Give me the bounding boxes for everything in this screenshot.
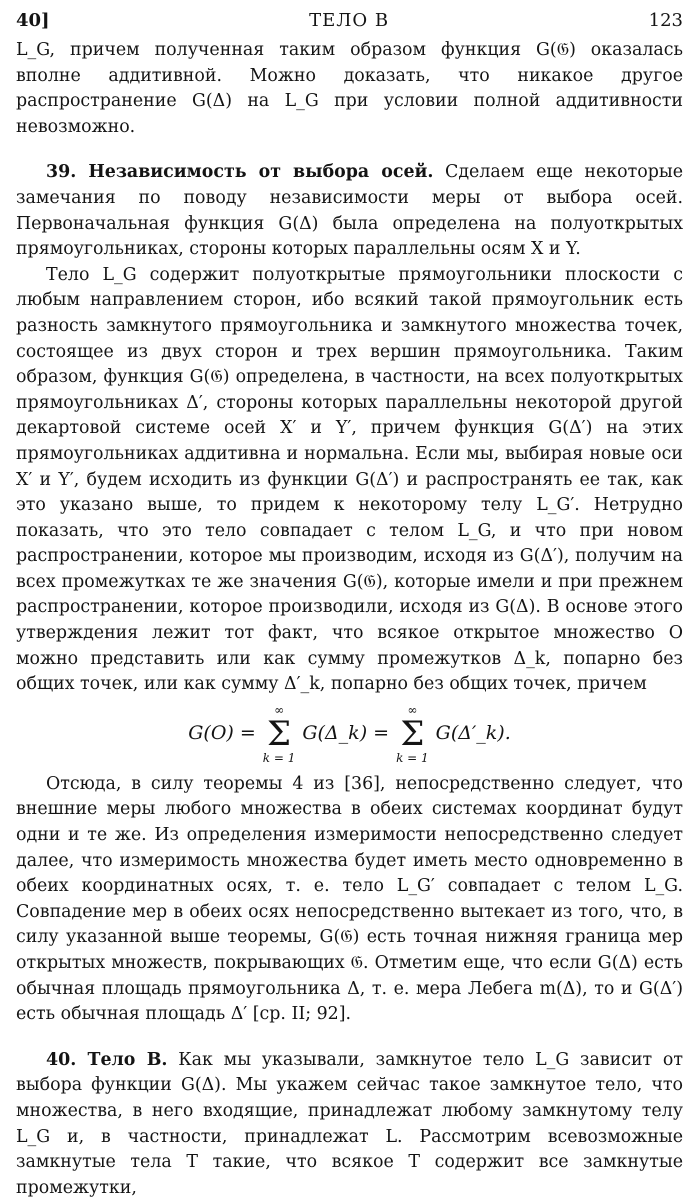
summation-1-sign: Σ: [267, 713, 292, 754]
section-40-heading: 40. Тело B.: [46, 1049, 168, 1070]
summation-1-upper: ∞: [274, 702, 285, 717]
summation-2-upper: ∞: [407, 702, 418, 717]
section-40-paragraph: [16, 1048, 683, 1201]
section-39-text: Сделаем еще некоторые замечания по поводу независимости меры от выбора осей. Первоначальная функция G(Δ) была определена на полуоткрытых прямоугольниках, стороны которых параллельны осям X и Y.: [16, 162, 683, 260]
page-number: 123: [648, 10, 683, 31]
running-header: [16, 8, 683, 38]
summation-2-lower: k = 1: [396, 750, 429, 765]
summation-2: [396, 703, 429, 765]
paragraph-continuation: L_G, причем полученная таким образом функция G(𝔊) оказалась вполне аддитивной. Можно доказать, что никакое другое распространение G(Δ) на L_G при условии полной аддитивности невозможно.: [16, 40, 683, 137]
header-title: ТЕЛО B: [309, 10, 390, 31]
section-40-text: Как мы указывали, замкнутое тело L_G зависит от выбора функции G(Δ). Мы укажем сейчас такое замкнутое тело, что множества, в него входящие, принадлежат любому замкнутому телу L_G и, в частности, принадлежат L. Рассмотрим всевозможные замкнутые тела T такие, что всякое T содержит все замкнутые промежутки,: [16, 1049, 684, 1198]
paragraph-outer-measure: Отсюда, в силу теоремы 4 из [36], непосредственно следует, что внешние меры любого множества в обеих системах координат будут одни и те же. Из определения измеримости непосредственно следует далее, что измеримость множества будет иметь место одновременно в обеих координатных осях, т. е. тело L_G′ совпадает с телом L_G. Совпадение мер в обеих осях непосредственно вытекает из того, что, в силу указанной выше теоремы, G(𝔊) есть точная нижняя граница мер открытых множеств, покрывающих 𝔊. Отметим еще, что если G(Δ) есть обычная площадь прямоугольника Δ, т. е. мера Лебега m(Δ), то и G(Δ′) есть обычная площадь Δ′ [ср. II; 92].: [16, 773, 683, 1025]
header-section-ref: 40]: [16, 10, 50, 31]
section-39-heading: 39. Независимость от выбора осей.: [46, 162, 434, 183]
formula-term-2: G(Δ′_k).: [435, 722, 511, 745]
section-39-paragraph: [16, 160, 683, 262]
display-formula: [16, 700, 683, 768]
formula-lhs: G(O) =: [188, 722, 256, 745]
page-body: [16, 38, 683, 1201]
paragraph-body-lg: Тело L_G содержит полуоткрытые прямоугольники плоскости с любым направлением сторон, ибо всякий такой прямоугольник есть разность замкнутого прямоугольника и замкнутого множества точек, состоящее из двух сторон и трех вершин прямоугольника. Таким образом, функция G(𝔊) определена, в частности, на всех полуоткрытых прямоугольниках Δ′, стороны которых параллельны некоторой другой декартовой системе осей X′ и Y′, причем функция G(Δ′) на этих прямоугольниках аддитивна и нормальна. Если мы, выбирая новые оси X′ и Y′, будем исходить из функции G(Δ′) и распространять ее так, как это указано выше, то придем к некоторому телу L_G′. Нетрудно показать, что это тело совпадает с телом L_G, и что при новом распространении, которое мы производим, исходя из G(Δ′), получим на всех промежутках те же значения G(𝔊), которые имели и при прежнем распространении, которое производили, исходя из G(Δ). В основе этого утверждения лежит тот факт, что всякое открытое множество O можно представить или как сумму промежутков Δ_k, попарно без общих точек, или как сумму Δ′_k, попарно без общих точек, причем: [16, 264, 683, 695]
formula-term-1: G(Δ_k) =: [302, 722, 390, 745]
summation-2-sign: Σ: [400, 713, 425, 754]
summation-1: [263, 703, 296, 765]
summation-1-lower: k = 1: [262, 750, 296, 765]
